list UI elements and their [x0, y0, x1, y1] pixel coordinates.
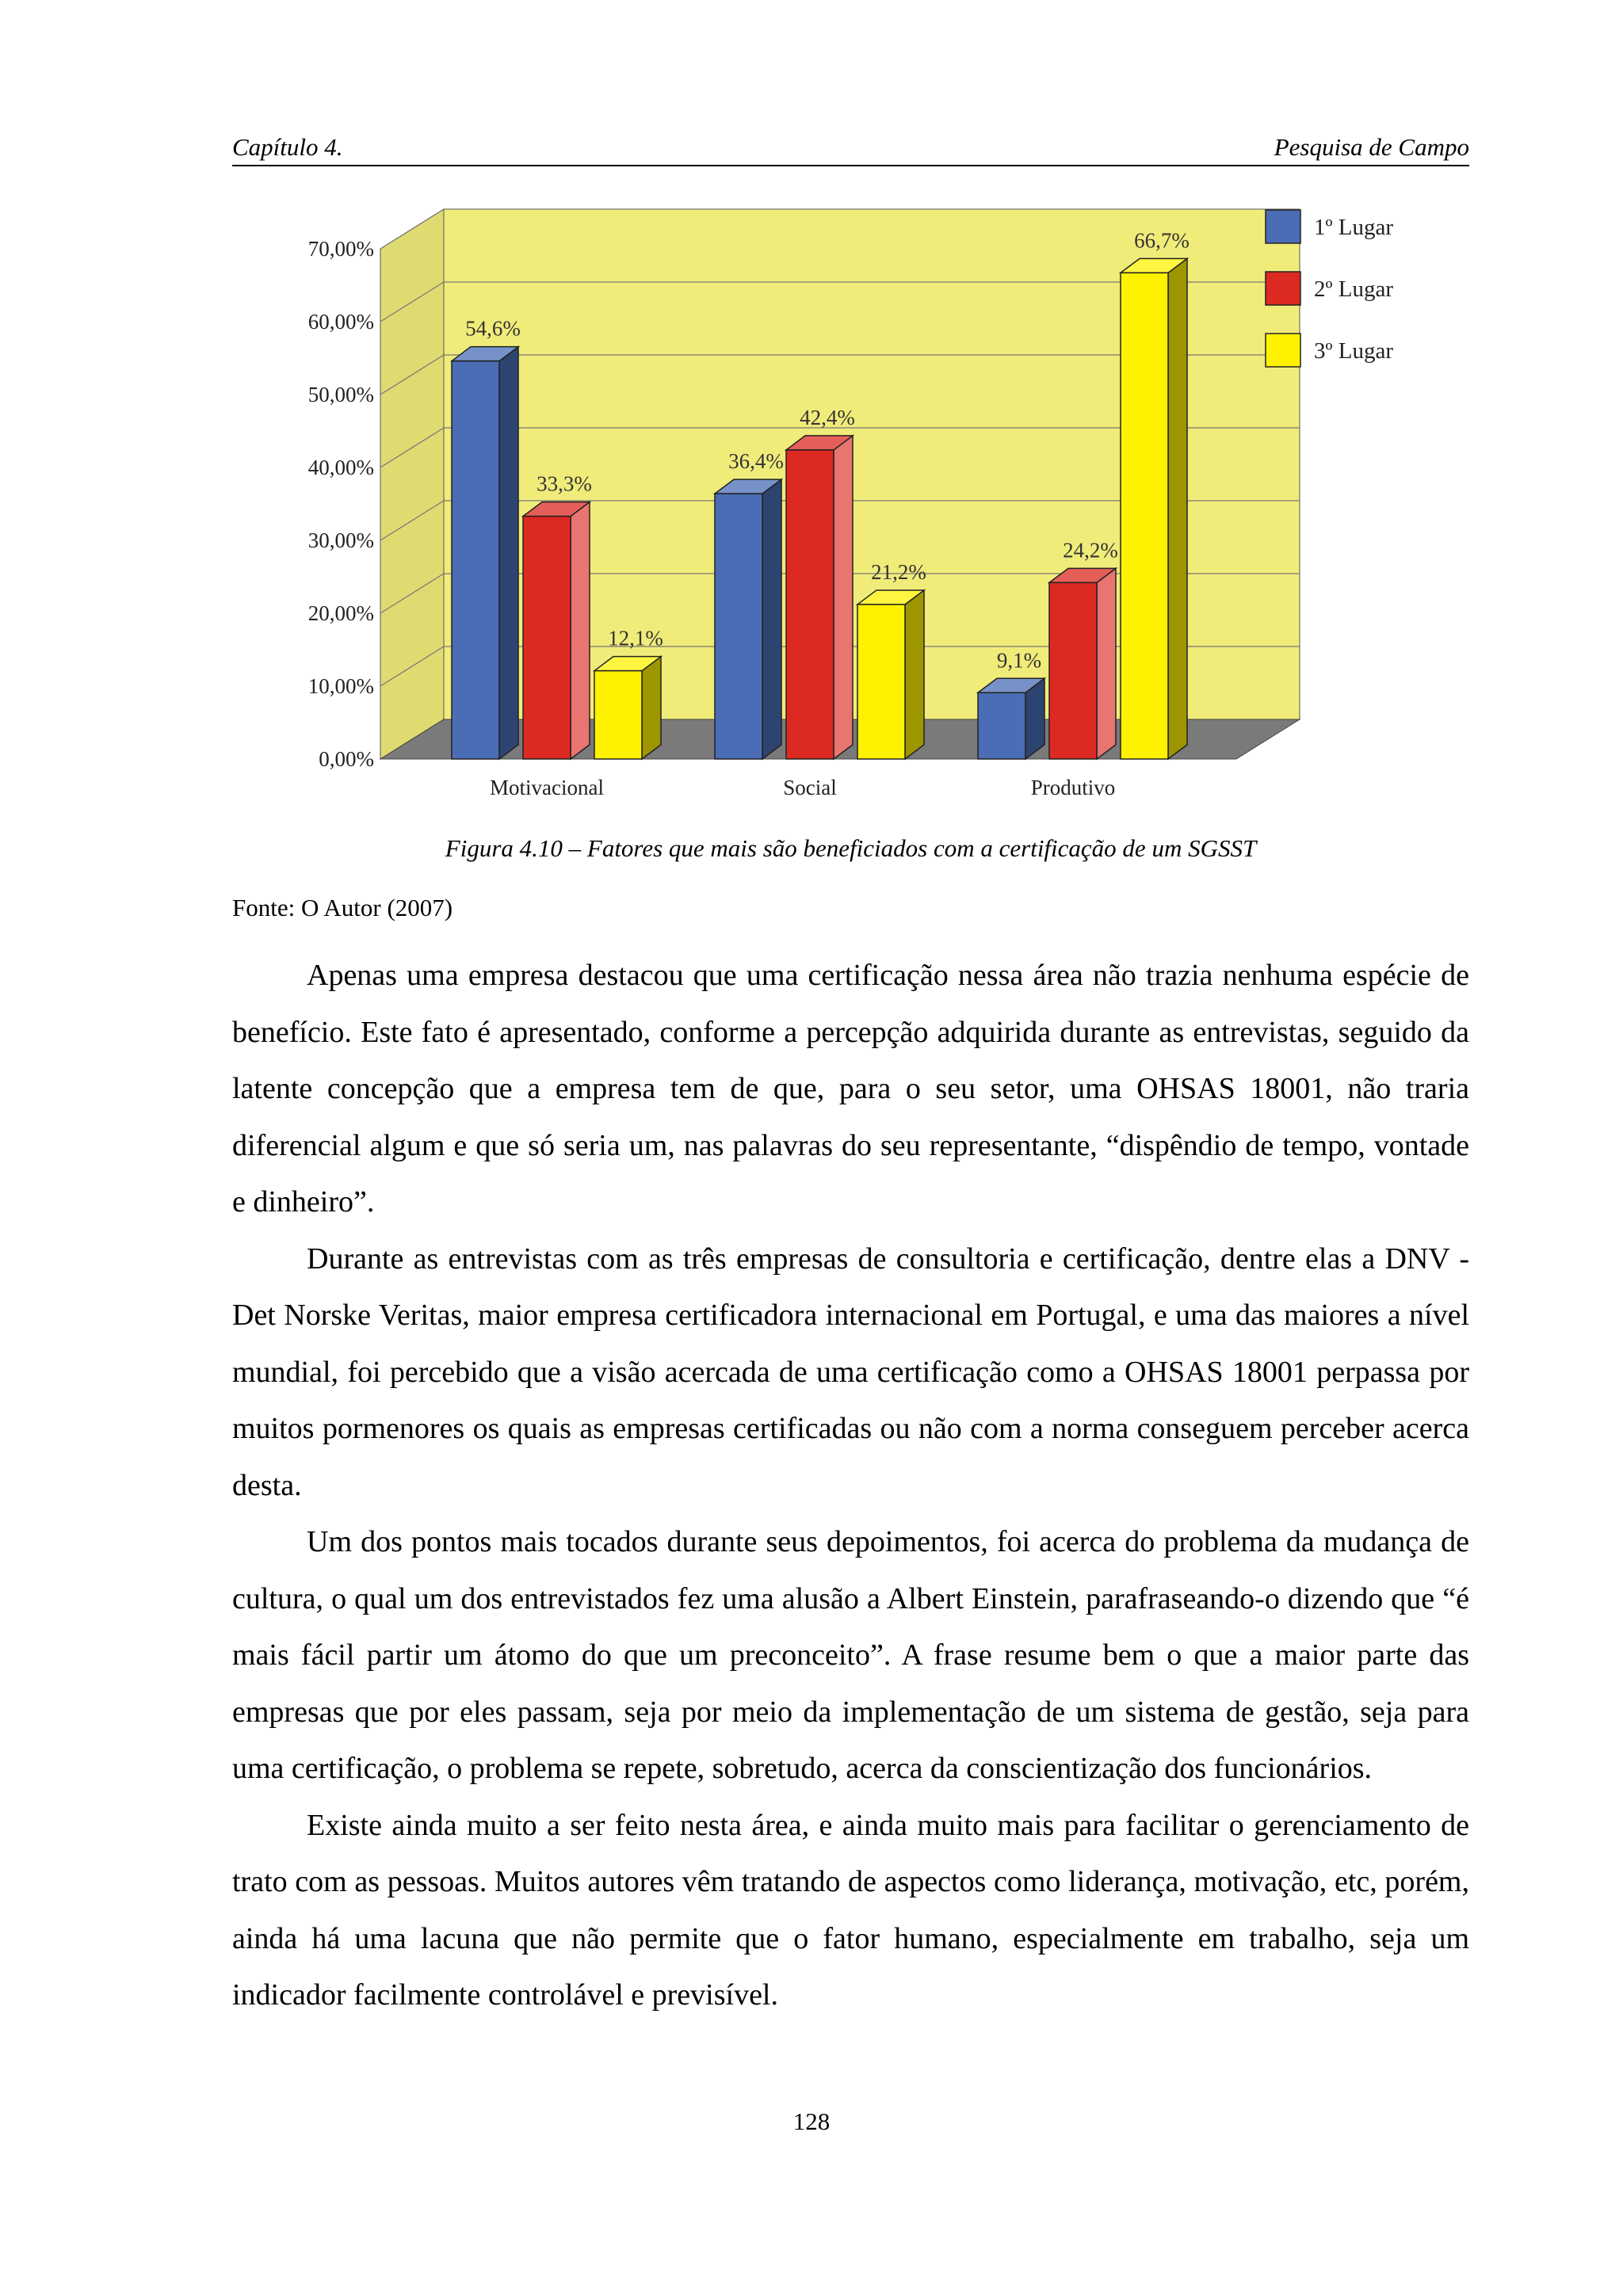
bar: [715, 494, 762, 759]
data-label: 12,1%: [608, 626, 663, 650]
paragraph: Apenas uma empresa destacou que uma certificação nessa área não trazia nenhuma espécie de benefício. Este fato é apresentado, conforme a percepção adquirida durante as entrevistas, seguido da latente concepção que a empresa tem de que, para o seu setor, uma OHSAS 18001, não traria diferencial algum e que só seria um, nas palavras do seu representante, “dispêndio de tempo, vontade e dinheiro”.: [232, 959, 1469, 1219]
page-number: 128: [792, 2107, 831, 2135]
bar: [1121, 273, 1168, 759]
y-tick-label: 70,00%: [307, 237, 374, 261]
chart-side-wall: [380, 209, 444, 759]
bar-side: [762, 479, 781, 759]
y-tick-label: 40,00%: [307, 456, 374, 479]
legend-swatch: [1266, 272, 1300, 305]
data-label: 66,7%: [1134, 228, 1190, 253]
chapter-label: Capítulo 4.: [232, 133, 343, 161]
data-label: 21,2%: [871, 559, 926, 584]
data-label: 42,4%: [800, 405, 855, 429]
legend-swatch: [1266, 334, 1300, 367]
paragraph: Durante as entrevistas com as três empresas de consultoria e certificação, dentre elas a DNV - Det Norske Veritas, maior empresa certificadora internacional em Portugal, e uma das maiores a nível mundial, foi percebido que a visão acercada de uma certificação como a OHSAS 18001 perpassa por muitos pormenores os quais as empresas certificadas ou não com a norma conseguem perceber acerca desta.: [232, 1241, 1469, 1502]
paragraph: Existe ainda muito a ser feito nesta área, e ainda muito mais para facilitar o gerenciamento de trato com as pessoas. Muitos autores vêm tratando de aspectos como liderança, motivação, etc, porém, ainda há uma lacuna que não permite que o fator humano, especialmente em trabalho, seja um indicador facilmente controlável e previsível.: [232, 1808, 1469, 2012]
bar-side: [499, 347, 518, 759]
bar: [1049, 582, 1097, 759]
y-tick-label: 0,00%: [319, 747, 374, 771]
y-tick-label: 30,00%: [307, 528, 374, 552]
body-text: [232, 948, 1469, 2024]
bar-side: [642, 657, 661, 759]
x-tick-label: Motivacional: [490, 776, 604, 799]
paragraph: Um dos pontos mais tocados durante seus depoimentos, foi acerca do problema da mudança de cultura, o qual um dos entrevistados fez uma alusão a Albert Einstein, parafraseando-o dizendo que “é mais fácil partir um átomo do que um preconceito”. A frase resume bem o que a maior parte das empresas que por eles passam, seja por meio da implementação de um sistema de gestão, seja para uma certificação, o problema se repete, sobretudo, acerca da conscientização dos funcionários.: [232, 1525, 1469, 1785]
legend-swatch: [1266, 210, 1300, 243]
bar: [978, 692, 1025, 759]
data-label: 36,4%: [728, 449, 784, 474]
bar: [594, 671, 642, 759]
legend-label: 3º Lugar: [1314, 338, 1393, 364]
bar-side: [571, 502, 590, 759]
bar-chart: [285, 190, 1411, 808]
y-tick-label: 10,00%: [307, 674, 374, 698]
data-label: 33,3%: [537, 471, 592, 496]
section-label: Pesquisa de Campo: [1274, 133, 1469, 161]
bar-side: [1168, 258, 1187, 759]
bar-side: [1097, 568, 1116, 759]
figure-source: Fonte: O Autor (2007): [232, 894, 453, 921]
legend-label: 1º Lugar: [1314, 215, 1393, 240]
data-label: 54,6%: [465, 316, 521, 341]
page-header: [232, 133, 1469, 166]
legend-label: 2º Lugar: [1314, 277, 1393, 302]
bar: [452, 361, 499, 759]
bar-side: [905, 590, 924, 759]
figure-caption: Figura 4.10 – Fatores que mais são beneficiados com a certificação de um SGSST: [445, 834, 1257, 862]
y-tick-label: 20,00%: [307, 601, 374, 625]
bar: [786, 450, 834, 759]
x-tick-label: Produtivo: [1030, 776, 1116, 799]
data-label: 24,2%: [1063, 538, 1118, 563]
bar: [523, 517, 571, 759]
x-tick-label: Social: [783, 776, 837, 799]
y-tick-label: 50,00%: [307, 383, 374, 406]
bar: [857, 605, 905, 759]
data-label: 9,1%: [996, 648, 1042, 673]
y-tick-label: 60,00%: [307, 310, 374, 334]
bar-side: [834, 436, 853, 759]
